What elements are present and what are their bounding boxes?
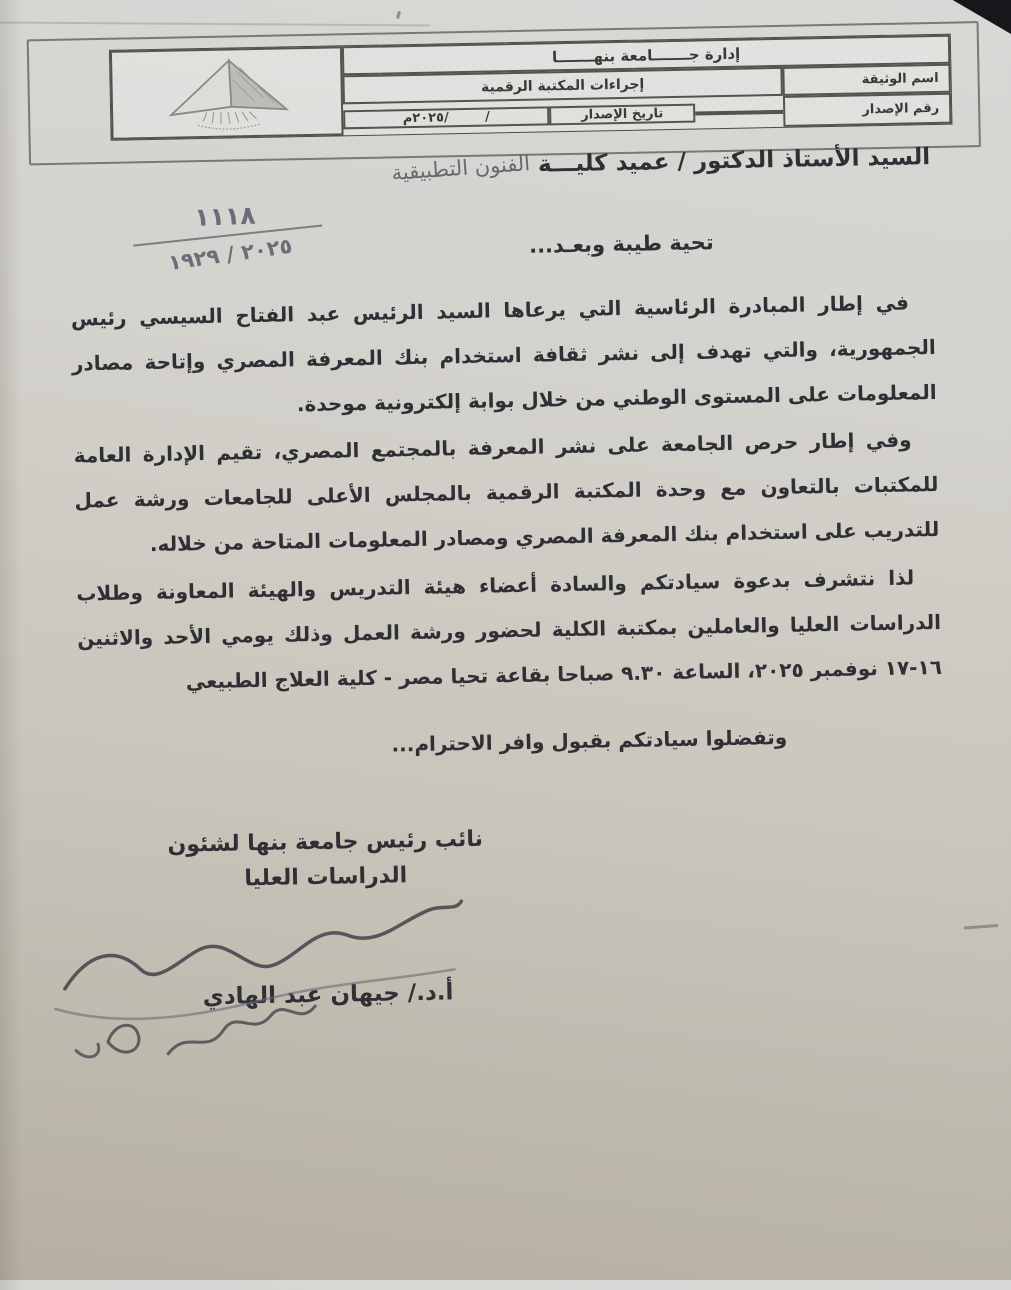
signatory-name: أ.د./ جيهان عبد الهادي [97, 977, 559, 1012]
university-logo-cell [110, 46, 344, 139]
reference-number-bottom: ٢٠٢٥ / ١٩٢٩ [115, 226, 346, 282]
benha-university-logo-icon [141, 51, 313, 134]
signatory-title-line2: الدراسات العليا [95, 860, 557, 894]
handwritten-signature-icon [45, 883, 489, 1081]
signatory-title-line1: نائب رئيس جامعة بنها لشئون [94, 825, 556, 859]
paragraph-presidential-initiative: في إطار المبادرة الرئاسية التي يرعاها السيد الرئيس عبد الفتاح السيسي رئيس الجمهورية، والتي تهدف إلى نشر ثقافة استخدام بنك المعرفة المصري وإتاحة مصادر المعلومات على المستوى الوطني من خلال بوابة إلكترونية موحدة. [71, 280, 937, 432]
issue-number-value-cell [695, 109, 783, 115]
reference-number-top: ١١١٨ [109, 198, 340, 235]
issue-date-value-cell: / /٢٠٢٥م [343, 106, 549, 129]
issue-date-label-cell: تاريخ الإصدار [549, 104, 695, 126]
recipient-handwritten-text: الفنون التطبيقية [391, 151, 531, 185]
recipient-printed-text: السيد الأستاذ الدكتور / عميد كليـــة [538, 144, 931, 178]
paragraph-invitation-details: لذا نتشرف بدعوة سيادتكم والسادة أعضاء هيئة التدريس والهيئة المعاونة وطلاب الدراسات العليا والعاملين بمكتبة الكلية لحضور ورشة العمل وذلك يومي الأحد والاثنين ١٦-١٧ نوفمبر ٢٠٢٥، الساعة ٩.٣٠ صباحا بقاعة تحيا مصر - كلية العلاج الطبيعي [76, 555, 942, 707]
doc-name-label-cell: اسم الوثيقة [782, 64, 951, 96]
handwritten-reference-number [109, 186, 346, 283]
closing-salutation: وتفضلوا سيادتكم بقبول وافر الاحترام... [391, 725, 787, 757]
org-title-cell: إدارة جـــــــامعة بنهـــــــا [342, 35, 950, 76]
greeting-line: تحية طيبة وبعـد... [529, 230, 714, 258]
doc-name-value-cell: إجراءات المكتبة الرقمية [342, 67, 782, 104]
header-table [109, 34, 953, 141]
paragraph-workshop-organization: وفي إطار حرص الجامعة على نشر المعرفة بالمجتمع المصري، تقيم الإدارة العامة للمكتبات بالتعاون مع وحدة المكتبة الرقمية بالمجلس الأعلى للجامعات ورشة عمل للتدريب على استخدام بنك المعرفة المصري ومصادر المعلومات المتاحة من خلاله. [73, 417, 939, 569]
stray-pen-mark [964, 924, 998, 929]
issue-number-label-cell: رقم الإصدار [783, 93, 952, 127]
